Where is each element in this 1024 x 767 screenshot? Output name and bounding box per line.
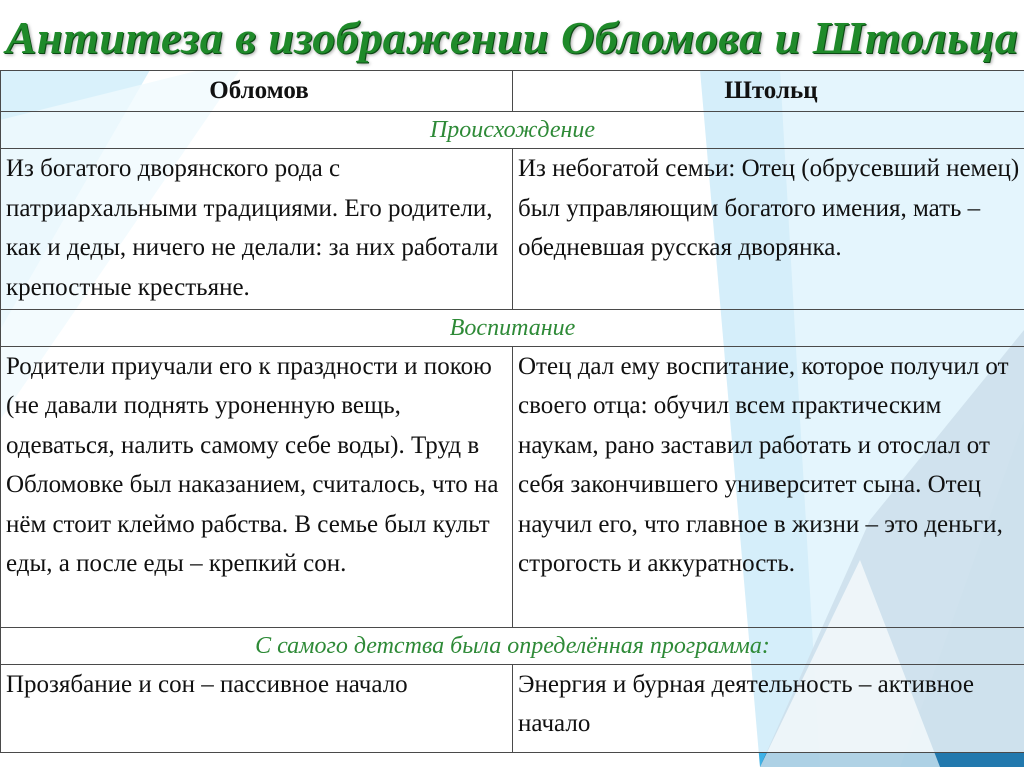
slide-title: Антитеза в изображении Обломова и Штольца — [5, 12, 1019, 63]
header-oblomov: Обломов — [1, 71, 513, 112]
table-row — [1, 346, 1024, 627]
oblomov-origin: Из богатого дворянского рода с патриархальными традициями. Его родители, как и деды, ничего не делали: за них работали крепостные крестьяне. — [1, 149, 513, 309]
oblomov-upbringing: Родители приучали его к праздности и покою (не давали поднять уроненную вещь, одеваться, налить самому себе воды). Труд в Обломовке был наказанием, считалось, что на нём стоит клеймо рабства. В семье был культ еды, а после еды – крепкий сон. — [1, 346, 513, 627]
oblomov-program: Прозябание и сон – пассивное начало — [1, 664, 513, 752]
header-stolz: Штольц — [513, 71, 1024, 112]
section-heading-upbringing: Воспитание — [1, 309, 1024, 346]
table-row — [1, 149, 1024, 309]
section-row — [1, 112, 1024, 149]
stolz-program: Энергия и бурная деятельность – активное начало — [513, 664, 1024, 752]
section-row — [1, 309, 1024, 346]
header-row — [1, 71, 1024, 112]
stolz-upbringing: Отец дал ему воспитание, которое получил от своего отца: обучил всем практическим наукам, рано заставил работать и отослал от себя закончившего университет сына. Отец научил его, что главное в жизни – это деньги, строгость и аккуратность. — [513, 346, 1024, 627]
section-heading-program: С самого детства была определённая программа: — [1, 627, 1024, 664]
table-row — [1, 664, 1024, 752]
section-heading-origin: Происхождение — [1, 112, 1024, 149]
section-row — [1, 627, 1024, 664]
comparison-table — [0, 70, 1024, 753]
stolz-origin: Из небогатой семьи: Отец (обрусевший немец) был управляющим богатого имения, мать – обедневшая русская дворянка. — [513, 149, 1024, 309]
